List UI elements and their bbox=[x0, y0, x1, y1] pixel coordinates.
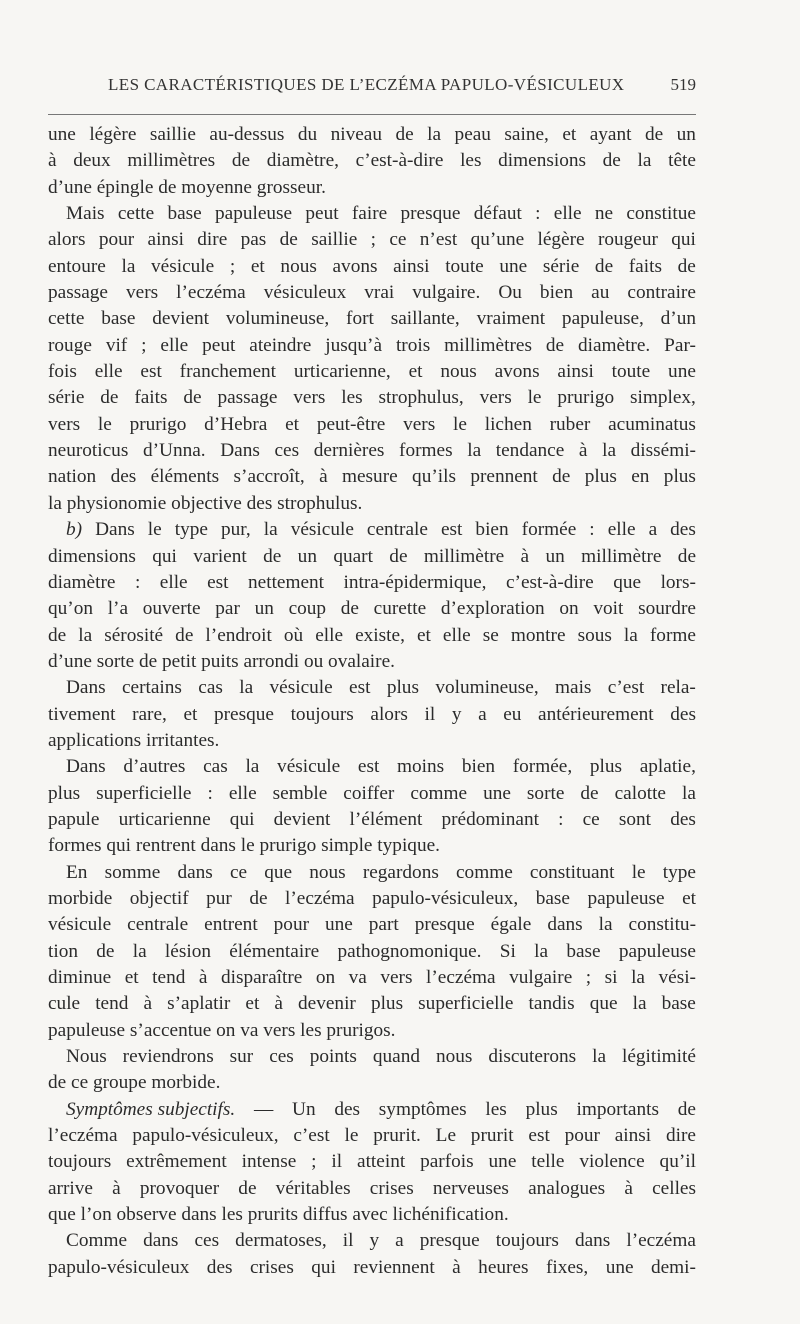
text-line: diamètre : elle est nettement intra-épidermique, c’est-à-dire que lors- bbox=[48, 571, 696, 593]
text-line: papulo-vésiculeux des crises qui reviennent à heures fixes, une demi- bbox=[48, 1256, 696, 1278]
text-line: formes qui rentrent dans le prurigo simple typique. bbox=[48, 835, 440, 857]
text-line: nation des éléments s’accroît, à mesure qu’ils prennent de plus en plus bbox=[48, 466, 696, 488]
text-line: rouge vif ; elle peut ateindre jusqu’à trois millimètres de diamètre. Par- bbox=[48, 334, 696, 356]
text-line: morbide objectif pur de l’eczéma papulo-vésiculeux, base papuleuse et bbox=[48, 887, 696, 909]
header-rule bbox=[48, 114, 696, 115]
text-line: papule urticarienne qui devient l’élément prédominant : ce sont des bbox=[48, 808, 696, 830]
text-line: vers le prurigo d’Hebra et peut-être vers le lichen ruber acuminatus bbox=[48, 413, 696, 435]
text-line: tivement rare, et presque toujours alors il y a eu antérieurement des bbox=[48, 703, 696, 725]
text-line: plus superficielle : elle semble coiffer comme une sorte de calotte la bbox=[48, 782, 696, 804]
text-line: la physionomie objective des strophulus. bbox=[48, 492, 363, 514]
text-line: de ce groupe morbide. bbox=[48, 1072, 221, 1094]
text-line: tion de la lésion élémentaire pathognomonique. Si la base papuleuse bbox=[48, 940, 696, 962]
text-line: Symptômes subjectifs. — Un des symptômes les plus importants de bbox=[66, 1098, 696, 1120]
text-line: fois elle est franchement urticarienne, et nous avons ainsi toute une bbox=[48, 361, 696, 383]
text-line: à deux millimètres de diamètre, c’est-à-dire les dimensions de la tête bbox=[48, 150, 696, 172]
text-line: neuroticus d’Unna. Dans ces dernières formes la tendance à la dissémi- bbox=[48, 440, 696, 462]
text-line: vésicule centrale entrent pour une part presque égale dans la constitu- bbox=[48, 914, 696, 936]
page-number: 519 bbox=[670, 75, 696, 94]
text-line: alors pour ainsi dire pas de saillie ; ce n’est qu’une légère rougeur qui bbox=[48, 229, 696, 251]
text-line: cette base devient volumineuse, fort saillante, vraiment papuleuse, d’un bbox=[48, 308, 696, 330]
text-line: passage vers l’eczéma vésiculeux vrai vulgaire. Ou bien au contraire bbox=[48, 282, 696, 304]
text-line: papuleuse s’accentue on va vers les prurigos. bbox=[48, 1019, 396, 1041]
text-line: arrive à provoquer de véritables crises nerveuses analogues à celles bbox=[48, 1177, 696, 1199]
text-line: qu’on l’a ouverte par un coup de curette d’exploration on voit sourdre bbox=[48, 598, 696, 620]
text-line: b) Dans le type pur, la vésicule centrale est bien formée : elle a des bbox=[66, 519, 696, 541]
text-line: applications irritantes. bbox=[48, 729, 220, 751]
text-line: toujours extrêmement intense ; il atteint parfois une telle violence qu’il bbox=[48, 1151, 696, 1173]
page-header bbox=[48, 75, 696, 105]
text-line: diminue et tend à disparaître on va vers l’eczéma vulgaire ; si la vési- bbox=[48, 967, 696, 988]
running-head: LES CARACTÉRISTIQUES DE L’ECZÉMA PAPULO-VÉSICULEUX bbox=[108, 75, 625, 94]
text-line: entoure la vésicule ; et nous avons ainsi toute une série de faits de bbox=[48, 255, 696, 277]
text-line: de la sérosité de l’endroit où elle existe, et elle se montre sous la forme bbox=[48, 624, 696, 646]
body-text bbox=[48, 122, 696, 1281]
text-line: Comme dans ces dermatoses, il y a presque toujours dans l’eczéma bbox=[66, 1230, 696, 1252]
text-line: Dans d’autres cas la vésicule est moins bien formée, plus aplatie, bbox=[66, 756, 696, 778]
text-line: d’une épingle de moyenne grosseur. bbox=[48, 176, 326, 198]
text-line: dimensions qui varient de un quart de millimètre à un millimètre de bbox=[48, 545, 696, 567]
text-line: Nous reviendrons sur ces points quand nous discuterons la légitimité bbox=[66, 1046, 696, 1068]
text-line: une légère saillie au-dessus du niveau de la peau saine, et ayant de un bbox=[48, 124, 696, 145]
text-line: l’eczéma papulo-vésiculeux, c’est le prurit. Le prurit est pour ainsi dire bbox=[48, 1125, 696, 1147]
text-line: série de faits de passage vers les strophulus, vers le prurigo simplex, bbox=[48, 387, 696, 409]
text-line: cule tend à s’aplatir et à devenir plus superficielle tandis que la base bbox=[48, 993, 696, 1015]
text-line: Mais cette base papuleuse peut faire presque défaut : elle ne constitue bbox=[66, 203, 696, 225]
text-line: Dans certains cas la vésicule est plus volumineuse, mais c’est rela- bbox=[66, 677, 696, 699]
text-line: d’une sorte de petit puits arrondi ou ovalaire. bbox=[48, 650, 395, 672]
text-line: que l’on observe dans les prurits diffus avec lichénification. bbox=[48, 1204, 509, 1226]
text-line: En somme dans ce que nous regardons comme constituant le type bbox=[66, 861, 696, 883]
